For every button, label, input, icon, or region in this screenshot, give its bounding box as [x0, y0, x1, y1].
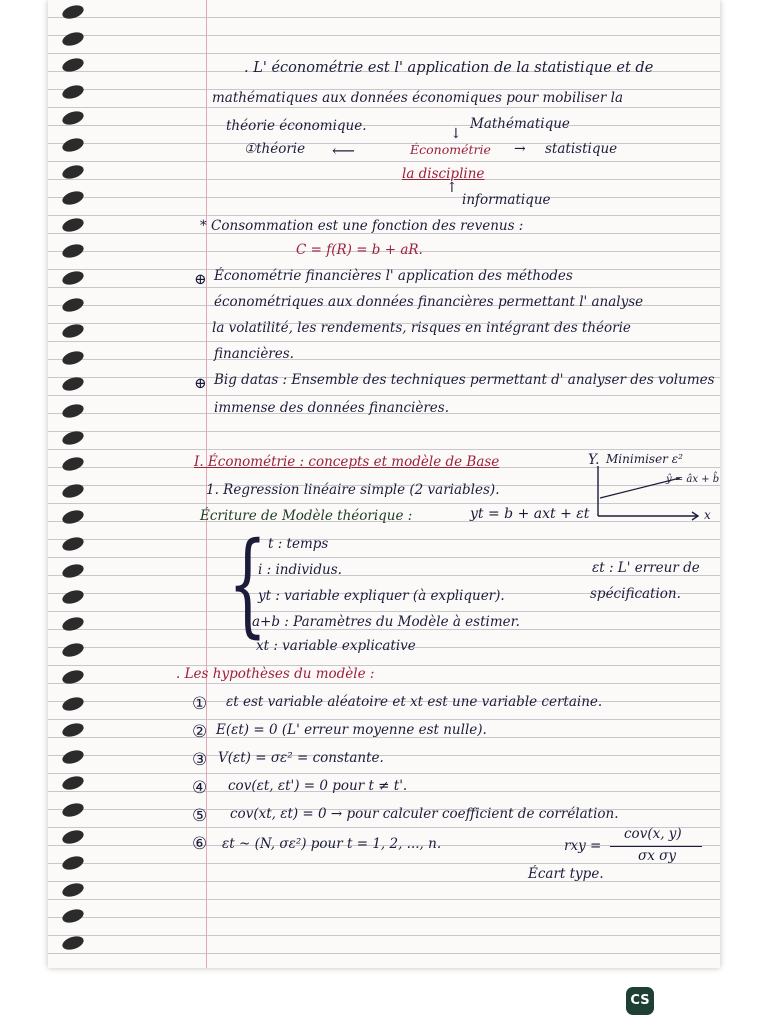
binding-hole [61, 561, 86, 579]
binding-hole [61, 375, 86, 393]
binding-hole [61, 3, 86, 21]
binding-hole [61, 322, 86, 340]
binding-hole [61, 162, 86, 180]
diagram-left-label: ①théorie [244, 141, 306, 157]
binding-hole [61, 83, 86, 101]
hypothesis-number-2: ② [192, 722, 208, 742]
binding-hole [61, 801, 86, 819]
binding-hole [61, 774, 86, 792]
binding-hole [61, 615, 86, 633]
correlation-numerator: cov(x, y) [624, 826, 682, 842]
binding-hole [61, 269, 86, 287]
binding-hole [61, 455, 86, 473]
std-dev-label: Écart type. [528, 866, 604, 882]
model-equation: yt = b + axt + εt [470, 506, 590, 522]
binding-hole [61, 907, 86, 925]
binding-hole [61, 189, 86, 207]
definition-line-3: théorie économique. [226, 118, 367, 134]
arrow-down-icon: ↓ [450, 126, 462, 142]
diagram-right-label: statistique [545, 141, 618, 157]
financial-line-4: financières. [214, 346, 294, 362]
binding-hole [61, 721, 86, 739]
hypotheses-title: . Les hypothèses du modèle : [176, 666, 375, 682]
definition-i: i : individus. [258, 562, 342, 578]
binding-hole [61, 402, 86, 420]
binding-hole [61, 136, 86, 154]
definition-line-1: . L' économétrie est l' application de la statistique et de [244, 60, 654, 76]
bullet-marker-1: ⊕ [194, 270, 207, 288]
hypothesis-5: cov(xt, εt) = 0 → pour calculer coefficient de corrélation. [230, 806, 619, 822]
graph-y-label: Y. [588, 452, 600, 468]
binding-hole [61, 588, 86, 606]
binding-hole [61, 482, 86, 500]
hypothesis-number-5: ⑤ [192, 806, 208, 826]
section-title: I. Économétrie : concepts et modèle de Base [194, 454, 500, 470]
arrow-left-icon: ⟵ [332, 141, 355, 160]
spiral-binding [52, 0, 82, 968]
graph-minimize-label: Minimiser ε² [606, 452, 683, 466]
error-line-2: spécification. [590, 586, 681, 602]
binding-hole [61, 508, 86, 526]
hypothesis-4: cov(εt, εt') = 0 pour t ≠ t'. [228, 778, 408, 794]
definition-t: t : temps [268, 536, 329, 552]
model-writing-label: Écriture de Modèle théorique : [200, 508, 413, 524]
definitions-brace: { [228, 519, 268, 649]
graph-fitted-label: ŷ = âx + b̂ [666, 474, 720, 485]
hypothesis-number-3: ③ [192, 750, 208, 770]
binding-hole [61, 668, 86, 686]
diagram-subtitle: la discipline [402, 166, 485, 182]
binding-hole [61, 29, 86, 47]
error-line-1: εt : L' erreur de [592, 560, 700, 576]
hypothesis-6: εt ~ (N, σε²) pour t = 1, 2, ..., n. [222, 836, 442, 852]
binding-hole [61, 535, 86, 553]
binding-hole [61, 827, 86, 845]
definition-xt: xt : variable explicative [256, 638, 416, 654]
regression-sketch [592, 458, 712, 524]
camscanner-badge: CS [626, 987, 654, 1015]
definition-ab: a+b : Paramètres du Modèle à estimer. [252, 614, 520, 630]
binding-hole [61, 56, 86, 74]
diagram-top-label: Mathématique [470, 116, 570, 132]
diagram-center-label: Économétrie [410, 142, 491, 157]
binding-hole [61, 934, 86, 952]
binding-hole [61, 242, 86, 260]
consumption-line: * Consommation est une fonction des revenus : [200, 218, 524, 234]
bigdata-line-2: immense des données financières. [214, 400, 449, 416]
hypothesis-2: E(εt) = 0 (L' erreur moyenne est nulle). [216, 722, 487, 738]
binding-hole [61, 641, 86, 659]
definition-line-2: mathématiques aux données économiques pour mobiliser la [212, 90, 624, 106]
arrow-right-icon: → [514, 141, 526, 157]
hypothesis-3: V(εt) = σε² = constante. [218, 750, 384, 766]
correlation-symbol: rxy = [564, 838, 602, 854]
binding-hole [61, 349, 86, 367]
consumption-formula: C = f(R) = b + aR. [296, 242, 423, 258]
binding-hole [61, 295, 86, 313]
definition-yt: yt : variable expliquer (à expliquer). [258, 588, 505, 604]
correlation-denominator: σx σy [638, 848, 676, 864]
arrow-up-icon: ↑ [446, 180, 458, 196]
financial-line-3: la volatilité, les rendements, risques en intégrant des théorie [212, 320, 631, 336]
binding-hole [61, 428, 86, 446]
binding-hole [61, 694, 86, 712]
hypothesis-number-6: ⑥ [192, 834, 208, 854]
binding-hole [61, 748, 86, 766]
hypothesis-1: εt est variable aléatoire et xt est une variable certaine. [226, 694, 603, 710]
diagram-bottom-label: informatique [462, 192, 551, 208]
graph-x-label: x [704, 508, 711, 522]
subsection-title: 1. Regression linéaire simple (2 variables). [206, 482, 500, 498]
binding-hole [61, 854, 86, 872]
fraction-bar [610, 846, 702, 847]
binding-hole [61, 216, 86, 234]
hypothesis-number-4: ④ [192, 778, 208, 798]
bullet-marker-2: ⊕ [194, 374, 207, 392]
hypothesis-number-1: ① [192, 694, 208, 714]
bigdata-line-1: Big datas : Ensemble des techniques permettant d' analyser des volumes [214, 372, 715, 388]
binding-hole [61, 881, 86, 899]
financial-line-2: économétriques aux données financières permettant l' analyse [214, 294, 644, 310]
financial-line-1: Économétrie financières l' application des méthodes [214, 268, 573, 284]
binding-hole [61, 109, 86, 127]
